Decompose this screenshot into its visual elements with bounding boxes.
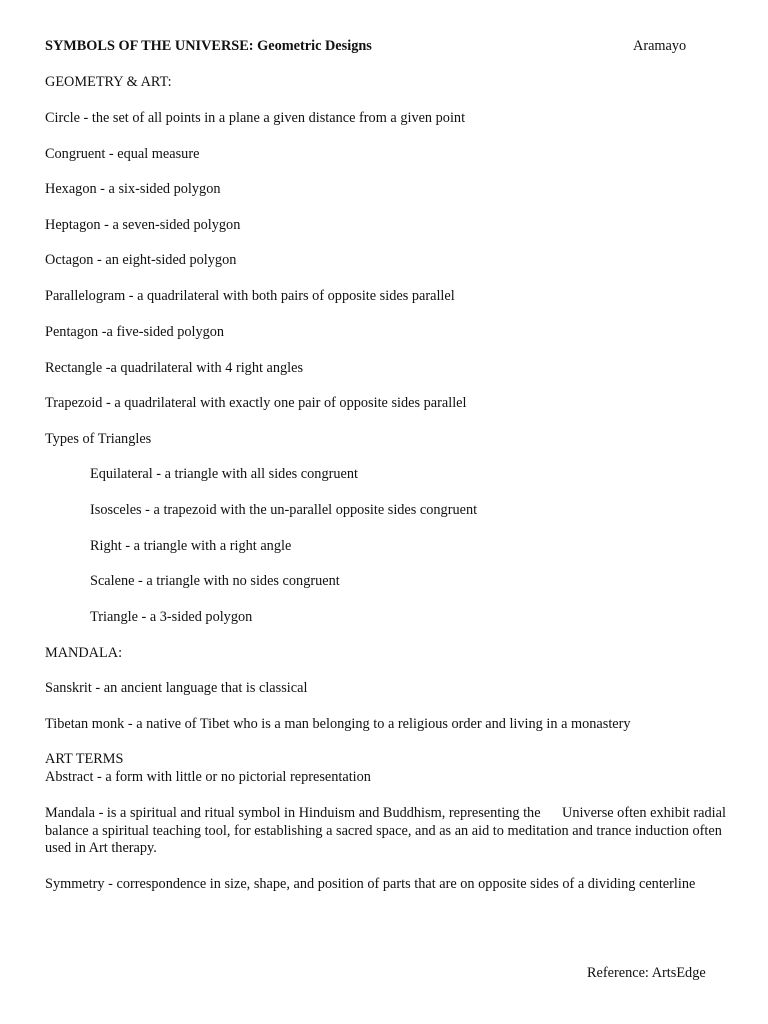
term-pentagon: Pentagon -a five-sided polygon [45, 324, 225, 340]
art-terms-heading: ART TERMS [45, 751, 124, 767]
triangle-definition: Triangle - a 3-sided polygon [90, 609, 253, 625]
term-sanskrit: Sanskrit - an ancient language that is classical [45, 680, 308, 696]
triangles-heading: Types of Triangles [45, 431, 152, 447]
term-circle: Circle - the set of all points in a plane a given distance from a given point [45, 110, 466, 126]
triangle-equilateral: Equilateral - a triangle with all sides congruent [90, 466, 358, 482]
term-abstract: Abstract - a form with little or no pictorial representation [45, 769, 371, 785]
term-octagon: Octagon - an eight-sided polygon [45, 252, 237, 268]
term-congruent: Congruent - equal measure [45, 146, 200, 162]
document-title: SYMBOLS OF THE UNIVERSE: Geometric Designs [45, 38, 372, 54]
mandala-heading: MANDALA: [45, 645, 123, 661]
term-symmetry: Symmetry - correspondence in size, shape, and position of parts that are on opposite sides of a dividing centerline [45, 876, 696, 892]
term-heptagon: Heptagon - a seven-sided polygon [45, 217, 241, 233]
term-mandala: Mandala - is a spiritual and ritual symbol in Hinduism and Buddhism, representing the Universe often exhibit radial balance a spiritual teaching tool, for establishing a sacred space, and as an aid to meditation and trance induction often used in Art therapy. [45, 805, 726, 857]
triangle-scalene: Scalene - a triangle with no sides congruent [90, 573, 340, 589]
term-parallelogram: Parallelogram - a quadrilateral with both pairs of opposite sides parallel [45, 288, 455, 304]
reference-note: Reference: ArtsEdge [587, 965, 706, 981]
geometry-heading: GEOMETRY & ART: [45, 74, 172, 90]
triangle-isosceles: Isosceles - a trapezoid with the un-parallel opposite sides congruent [90, 502, 478, 518]
term-rectangle: Rectangle -a quadrilateral with 4 right angles [45, 360, 304, 376]
term-hexagon: Hexagon - a six-sided polygon [45, 181, 221, 197]
author-name: Aramayo [633, 38, 687, 54]
term-trapezoid: Trapezoid - a quadrilateral with exactly one pair of opposite sides parallel [45, 395, 467, 411]
term-tibetan-monk: Tibetan monk - a native of Tibet who is a man belonging to a religious order and living in a monastery [45, 716, 631, 732]
triangle-right: Right - a triangle with a right angle [90, 538, 292, 554]
